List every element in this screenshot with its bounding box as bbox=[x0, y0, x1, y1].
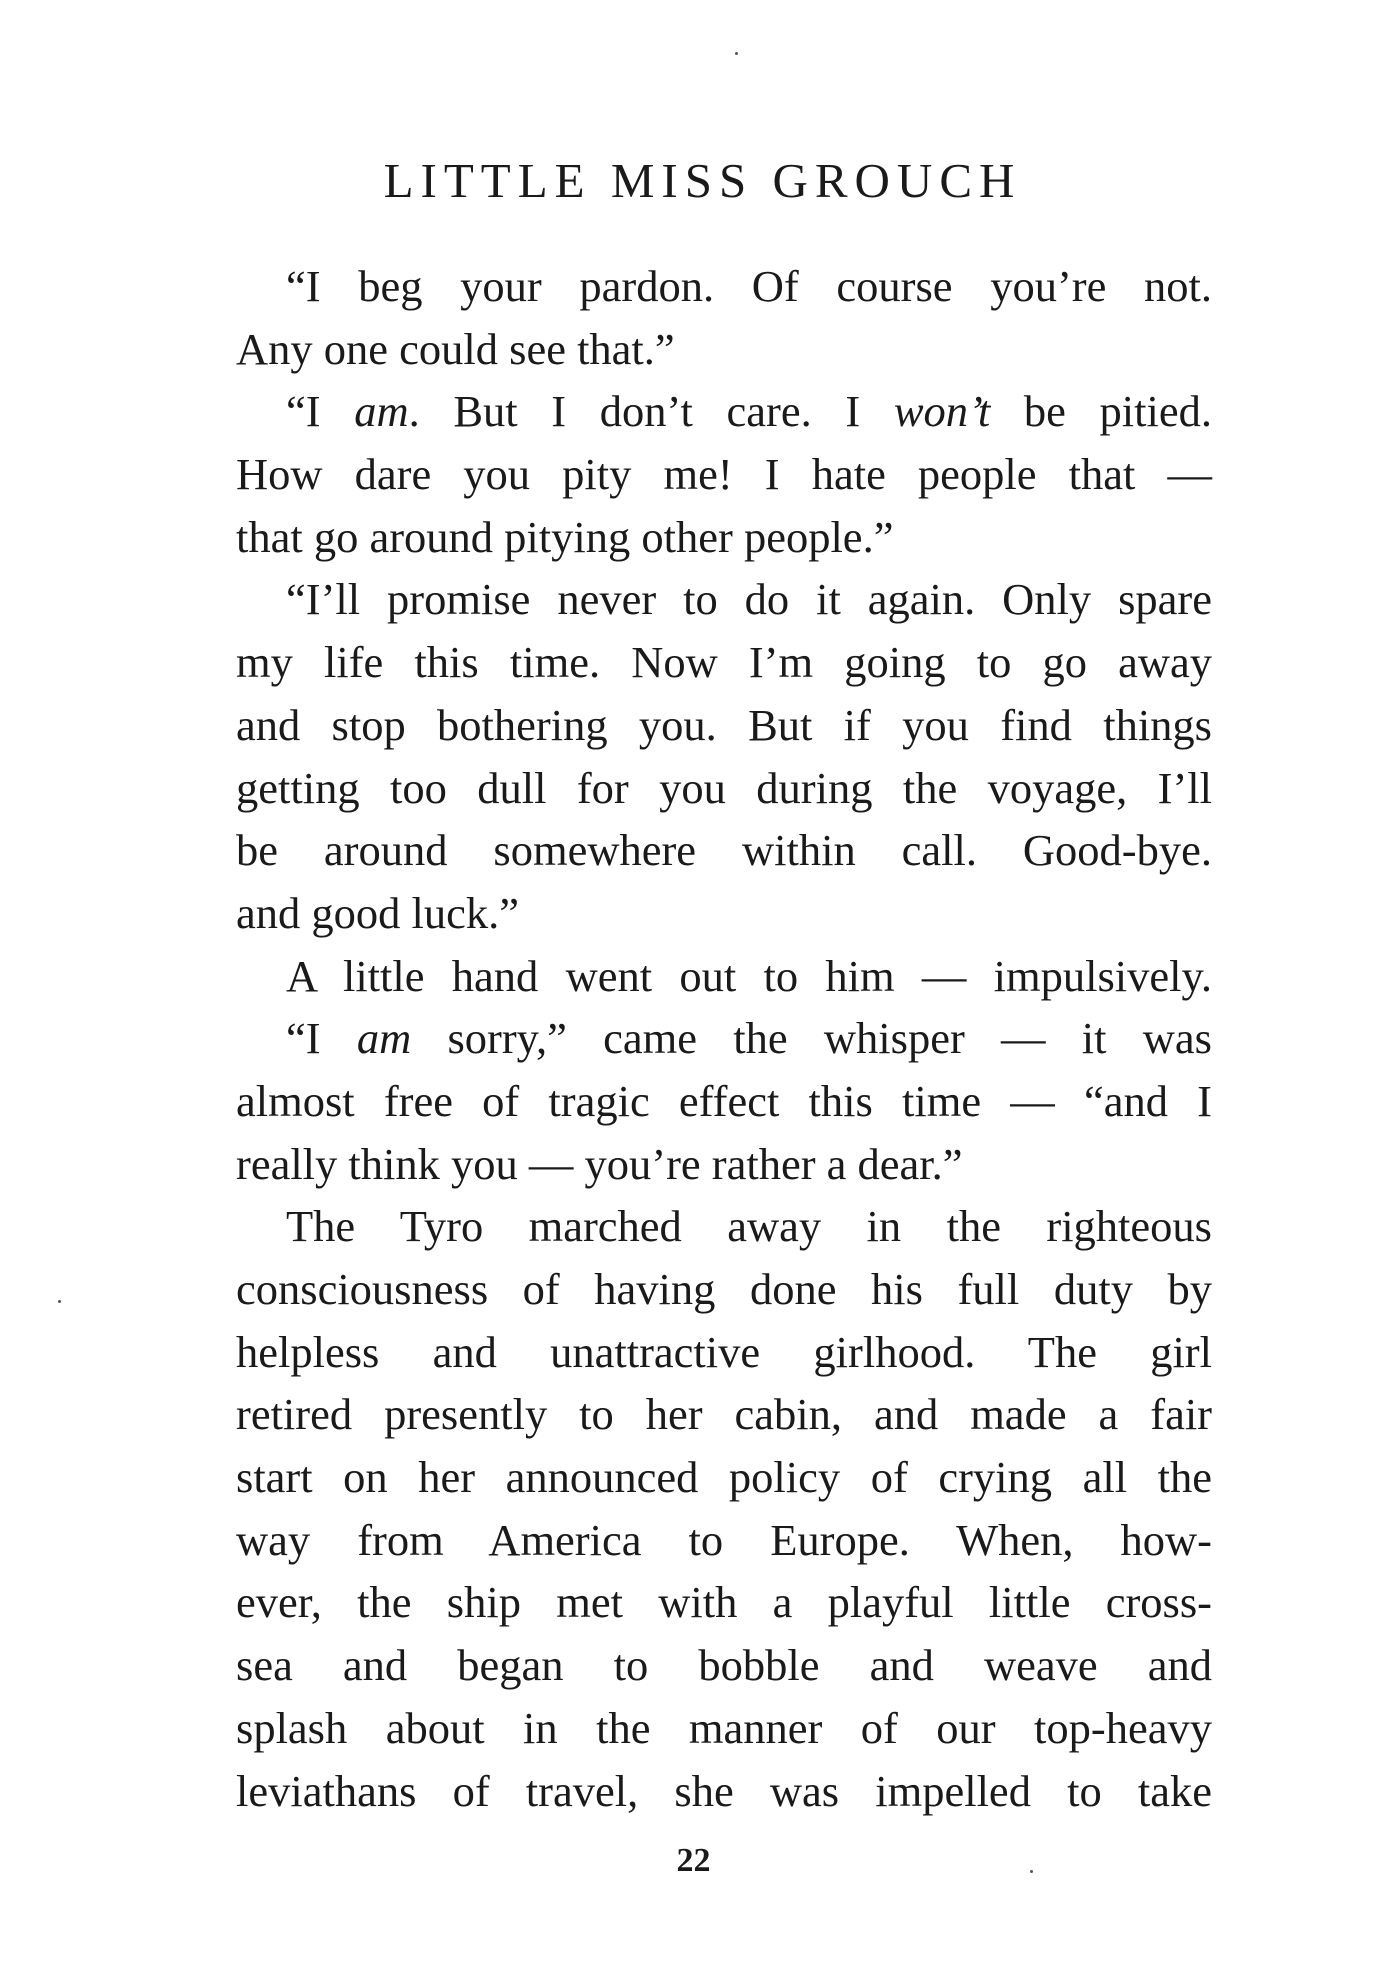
running-head: LITTLE MISS GROUCH bbox=[383, 153, 1022, 208]
text-line: retired presently to her cabin, and made a fair bbox=[236, 1389, 1212, 1440]
text-line: that go around pitying other people.” bbox=[236, 511, 894, 562]
text-line: leviathans of travel, she was impelled to take bbox=[236, 1765, 1212, 1816]
text-line: and stop bothering you. But if you find things bbox=[236, 699, 1212, 750]
text-line: and good luck.” bbox=[236, 887, 519, 938]
text-line: helpless and unattractive girlhood. The girl bbox=[236, 1326, 1212, 1377]
text-line: be around somewhere within call. Good-bye. bbox=[236, 825, 1212, 876]
text-line: “I am sorry,” came the whisper — it was bbox=[286, 1013, 1212, 1064]
text-line: The Tyro marched away in the righteous bbox=[286, 1201, 1212, 1252]
text-line: “I’ll promise never to do it again. Only spare bbox=[286, 574, 1212, 625]
paper-speck bbox=[735, 52, 738, 55]
text-line: Any one could see that.” bbox=[236, 323, 675, 374]
paper-speck bbox=[58, 1300, 61, 1303]
text-line: start on her announced policy of crying all the bbox=[236, 1452, 1212, 1503]
text-line: A little hand went out to him — impulsively. bbox=[286, 950, 1212, 1001]
text-line: splash about in the manner of our top-heavy bbox=[236, 1702, 1212, 1753]
text-line: “I am. But I don’t care. I won’t be pitied. bbox=[286, 386, 1213, 437]
text-line: How dare you pity me! I hate people that — bbox=[236, 449, 1212, 500]
text-line: sea and began to bobble and weave and bbox=[236, 1640, 1212, 1691]
text-line: consciousness of having done his full duty by bbox=[236, 1264, 1212, 1314]
text-line: ever, the ship met with a playful little cross- bbox=[236, 1577, 1212, 1628]
text-line: almost free of tragic effect this time — “and I bbox=[236, 1075, 1212, 1126]
body-text bbox=[236, 255, 1212, 1822]
text-line: “I beg your pardon. Of course you’re not. bbox=[286, 261, 1212, 311]
page-number: 22 bbox=[676, 1842, 711, 1879]
text-line: really think you — you’re rather a dear.” bbox=[236, 1138, 963, 1189]
text-line: getting too dull for you during the voyage, I’ll bbox=[236, 762, 1212, 813]
text-line: my life this time. Now I’m going to go away bbox=[236, 637, 1212, 688]
text-line: way from America to Europe. When, how- bbox=[236, 1514, 1212, 1565]
paper-speck bbox=[1030, 1870, 1033, 1873]
